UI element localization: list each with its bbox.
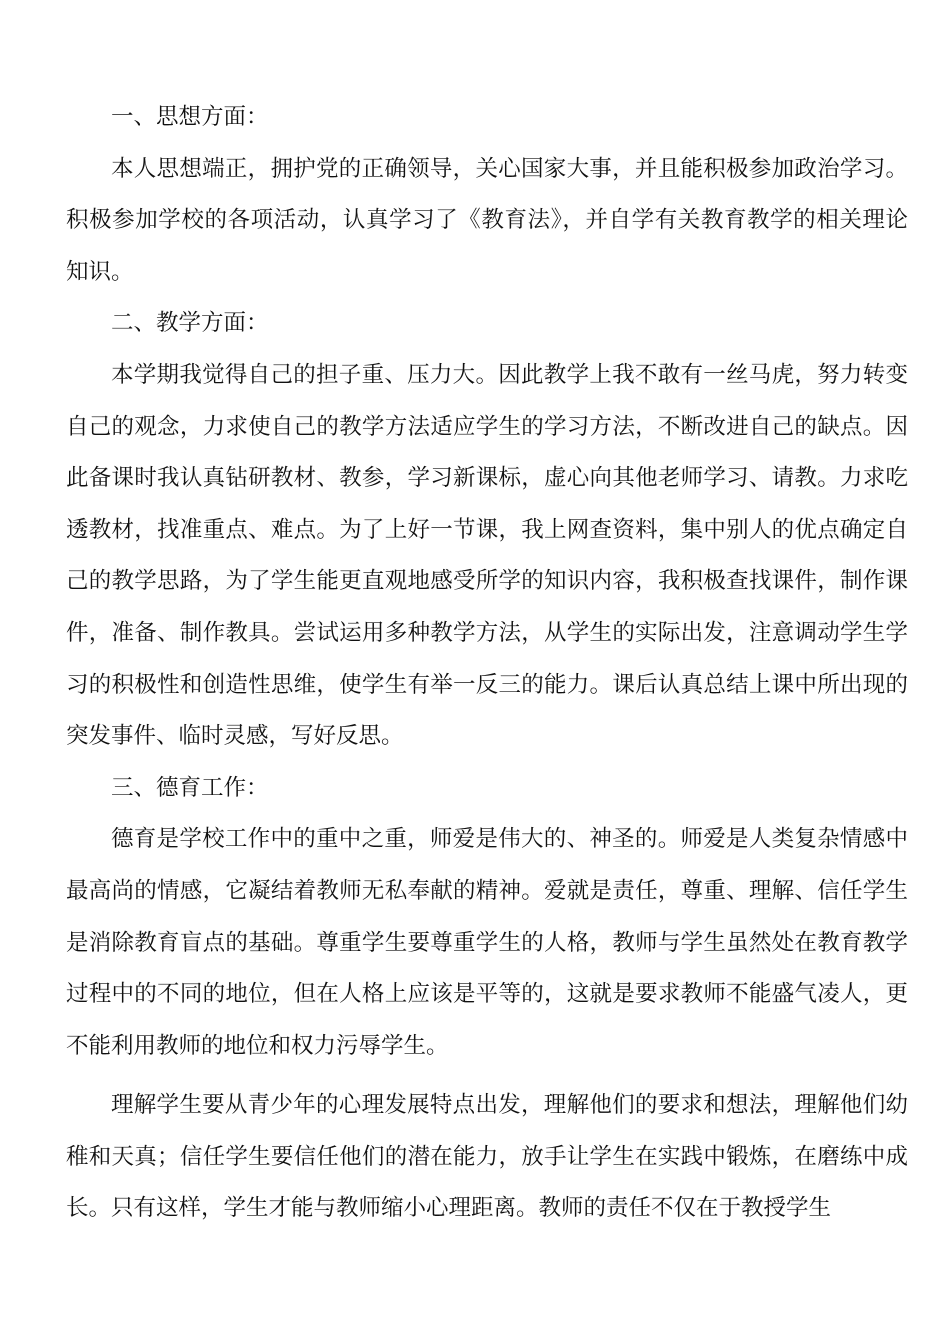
section-heading-ideology: 一、思想方面： <box>111 104 269 130</box>
paragraph-ideology: 本人思想端正，拥护党的正确领导，关心国家大事，并且能积极参加政治学习。积极参加学校的各项活动，认真学习了《教育法》，并自学有关教育教学的相关理论知识。 <box>66 155 908 285</box>
paragraph-moral-education: 德育是学校工作中的重中之重，师爱是伟大的、神圣的。师爱是人类复杂情感中最高尚的情感，它凝结着教师无私奉献的精神。爱就是责任，尊重、理解、信任学生是消除教育盲点的基础。尊重学生要尊重学生的人格，教师与学生虽然处在教育教学过程中的不同的地位，但在人格上应该是平等的，这就是要求教师不能盛气凌人，更不能利用教师的地位和权力污辱学生。 <box>66 826 908 1059</box>
paragraph-teaching: 本学期我觉得自己的担子重、压力大。因此教学上我不敢有一丝马虎，努力转变自己的观念，力求使自己的教学方法适应学生的学习方法，不断改进自己的缺点。因此备课时我认真钻研教材、教参，学习新课标，虚心向其他老师学习、请教。力求吃透教材，找准重点、难点。为了上好一节课，我上网查资料，集中别人的优点确定自己的教学思路，为了学生能更直观地感受所学的知识内容，我积极查找课件，制作课件，准备、制作教具。尝试运用多种教学方法，从学生的实际出发，注意调动学生学习的积极性和创造性思维，使学生有举一反三的能力。课后认真总结上课中所出现的突发事件、临时灵感，写好反思。 <box>66 361 908 750</box>
section-heading-teaching: 二、教学方面： <box>111 310 269 337</box>
section-heading-moral-education: 三、德育工作： <box>111 774 269 801</box>
paragraph-understanding-students: 理解学生要从青少年的心理发展特点出发，理解他们的要求和想法，理解他们幼稚和天真；信任学生要信任他们的潜在能力，放手让学生在实践中锻炼，在磨练中成长。只有这样，学生才能与教师缩小心理距离。教师的责任不仅在于教授学生 <box>66 1092 908 1222</box>
document-body <box>66 92 908 1235</box>
